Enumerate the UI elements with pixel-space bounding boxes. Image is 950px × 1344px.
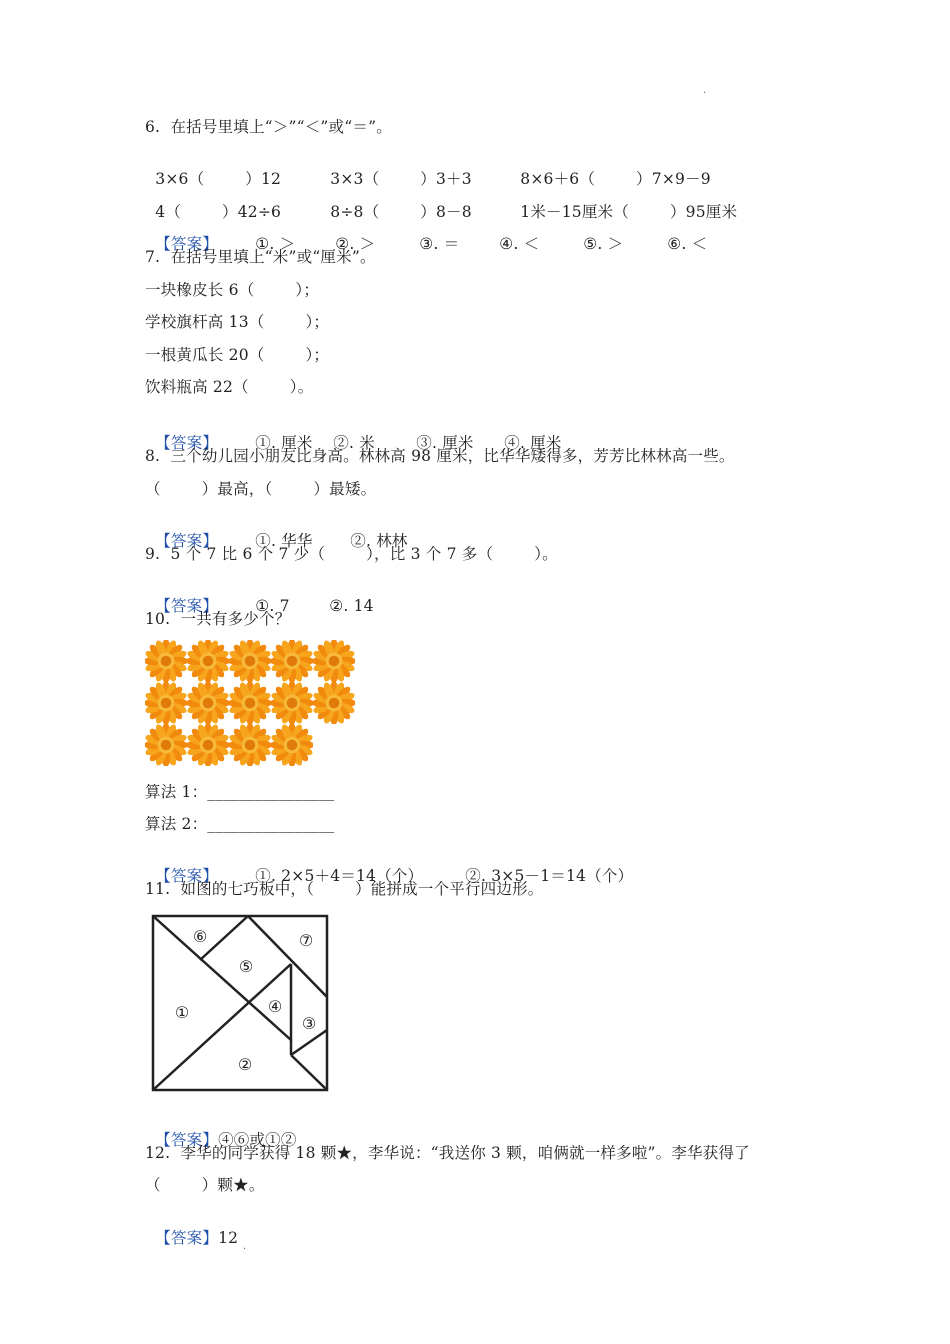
q10-method-2: 算法 2：________________ — [145, 815, 335, 833]
answer-label: 【答案】 — [155, 1131, 219, 1149]
q6-answer-1: ①. ＞ — [255, 235, 296, 253]
q12-answer-text: 12 — [218, 1229, 239, 1247]
piece-label-7: ⑦ — [298, 931, 314, 950]
q6-item-3: 8×6＋6（ ）7×9－9 — [520, 170, 711, 188]
q6-item-4: 4（ ）42÷6 — [155, 203, 282, 221]
answer-label: 【答案】 — [155, 532, 219, 550]
piece-label-3: ③ — [301, 1014, 317, 1033]
flower-icon — [229, 682, 271, 724]
q6-item-2: 3×3（ ）3＋3 — [330, 170, 472, 188]
answer-label: 【答案】 — [155, 597, 219, 615]
flower-icon — [271, 640, 313, 682]
q9-answer-2: ②. 14 — [329, 597, 374, 615]
q7-line-2: 学校旗杆高 13（ ）； — [145, 313, 330, 331]
flower-icon — [187, 640, 229, 682]
q6-item-1: 3×6（ ）12 — [155, 170, 282, 188]
q7-answer-2: ②. 米 — [333, 434, 375, 452]
q9-stem: 9. 5 个 7 比 6 个 7 少（ ），比 3 个 7 多（ ）。 — [145, 545, 558, 563]
q6-answer-3: ③. ＝ — [419, 235, 460, 253]
q7-line-1: 一块橡皮长 6（ ）； — [145, 281, 320, 299]
piece-label-4: ④ — [267, 997, 283, 1016]
answer-label: 【答案】 — [155, 434, 219, 452]
q12-line-2: （ ）颗★。 — [145, 1176, 265, 1194]
q12-answer — [145, 1208, 238, 1248]
answer-label: 【答案】 — [155, 867, 219, 885]
q10-stem: 10. 一共有多少个？ — [145, 610, 291, 628]
q7-line-4: 饮料瓶高 22（ ）。 — [145, 378, 314, 396]
q11-answer-text: ④⑥或①② — [218, 1131, 297, 1149]
flower-icon — [229, 724, 271, 766]
q8-answer-2: ②. 林林 — [350, 532, 408, 550]
q8-stem: 8. 三个幼儿园小朋友比身高。林林高 98 厘米，比华华矮得多，芳芳比林林高一些。 — [145, 447, 735, 465]
tangram-line — [291, 1055, 327, 1090]
scan-dot: · — [243, 1244, 247, 1255]
tangram-line — [248, 916, 327, 997]
flower-icon — [271, 724, 313, 766]
q10-answer-1: ①. 2×5＋4＝14（个） — [255, 867, 424, 885]
flower-icon — [271, 682, 313, 724]
q6-answer-5: ⑤. ＞ — [583, 235, 624, 253]
q6-answer-6: ⑥. ＜ — [667, 235, 708, 253]
flower-icon — [313, 640, 355, 682]
piece-label-6: ⑥ — [192, 927, 208, 946]
answer-label: 【答案】 — [155, 1229, 219, 1247]
q7-stem: 7. 在括号里填上“米”或“厘米”。 — [145, 248, 376, 266]
answer-label: 【答案】 — [155, 235, 219, 253]
q10-method-1: 算法 1：________________ — [145, 783, 335, 801]
q10-answer-2: ②. 3×5－1＝14（个） — [465, 867, 634, 885]
q6-item-5: 8÷8（ ）8－8 — [330, 203, 472, 221]
q6-answer-2: ②. ＞ — [335, 235, 376, 253]
q7-line-3: 一根黄瓜长 20（ ）； — [145, 346, 330, 364]
tangram-line — [153, 964, 291, 1090]
q6-answer-4: ④. ＜ — [499, 235, 540, 253]
q6-item-6: 1米－15厘米（ ）95厘米 — [520, 203, 738, 221]
piece-label-1: ① — [174, 1003, 190, 1022]
q7-answer-3: ③. 厘米 — [416, 434, 474, 452]
tangram-figure — [145, 910, 335, 1100]
q9-answer-1: ①. 7 — [255, 597, 290, 615]
q6-stem: 6. 在括号里填上“＞”“＜”或“＝”。 — [145, 118, 392, 136]
q7-answer-1: ①. 厘米 — [255, 434, 313, 452]
flower-icon — [229, 640, 271, 682]
piece-label-5: ⑤ — [238, 957, 254, 976]
flower-icon — [187, 724, 229, 766]
q8-answer-1: ①. 华华 — [255, 532, 313, 550]
tangram-line — [200, 916, 248, 960]
flower-grid — [145, 640, 375, 770]
scan-dot: · — [703, 88, 707, 99]
tangram-line — [153, 916, 291, 1040]
flower-icon — [187, 682, 229, 724]
flower-icon — [145, 724, 187, 766]
q8-line-2: （ ）最高，（ ）最矮。 — [145, 480, 377, 498]
flower-icon — [145, 682, 187, 724]
tangram-line — [291, 1030, 327, 1055]
q12-stem: 12. 李华的同学获得 18 颗★，李华说：“我送你 3 颗，咱俩就一样多啦”。李华获得了 — [145, 1144, 750, 1162]
piece-label-2: ② — [237, 1055, 253, 1074]
flower-icon — [145, 640, 187, 682]
flower-icon — [313, 682, 355, 724]
q11-stem: 11. 如图的七巧板中，（ ）能拼成一个平行四边形。 — [145, 880, 544, 898]
q7-answer-4: ④. 厘米 — [504, 434, 562, 452]
